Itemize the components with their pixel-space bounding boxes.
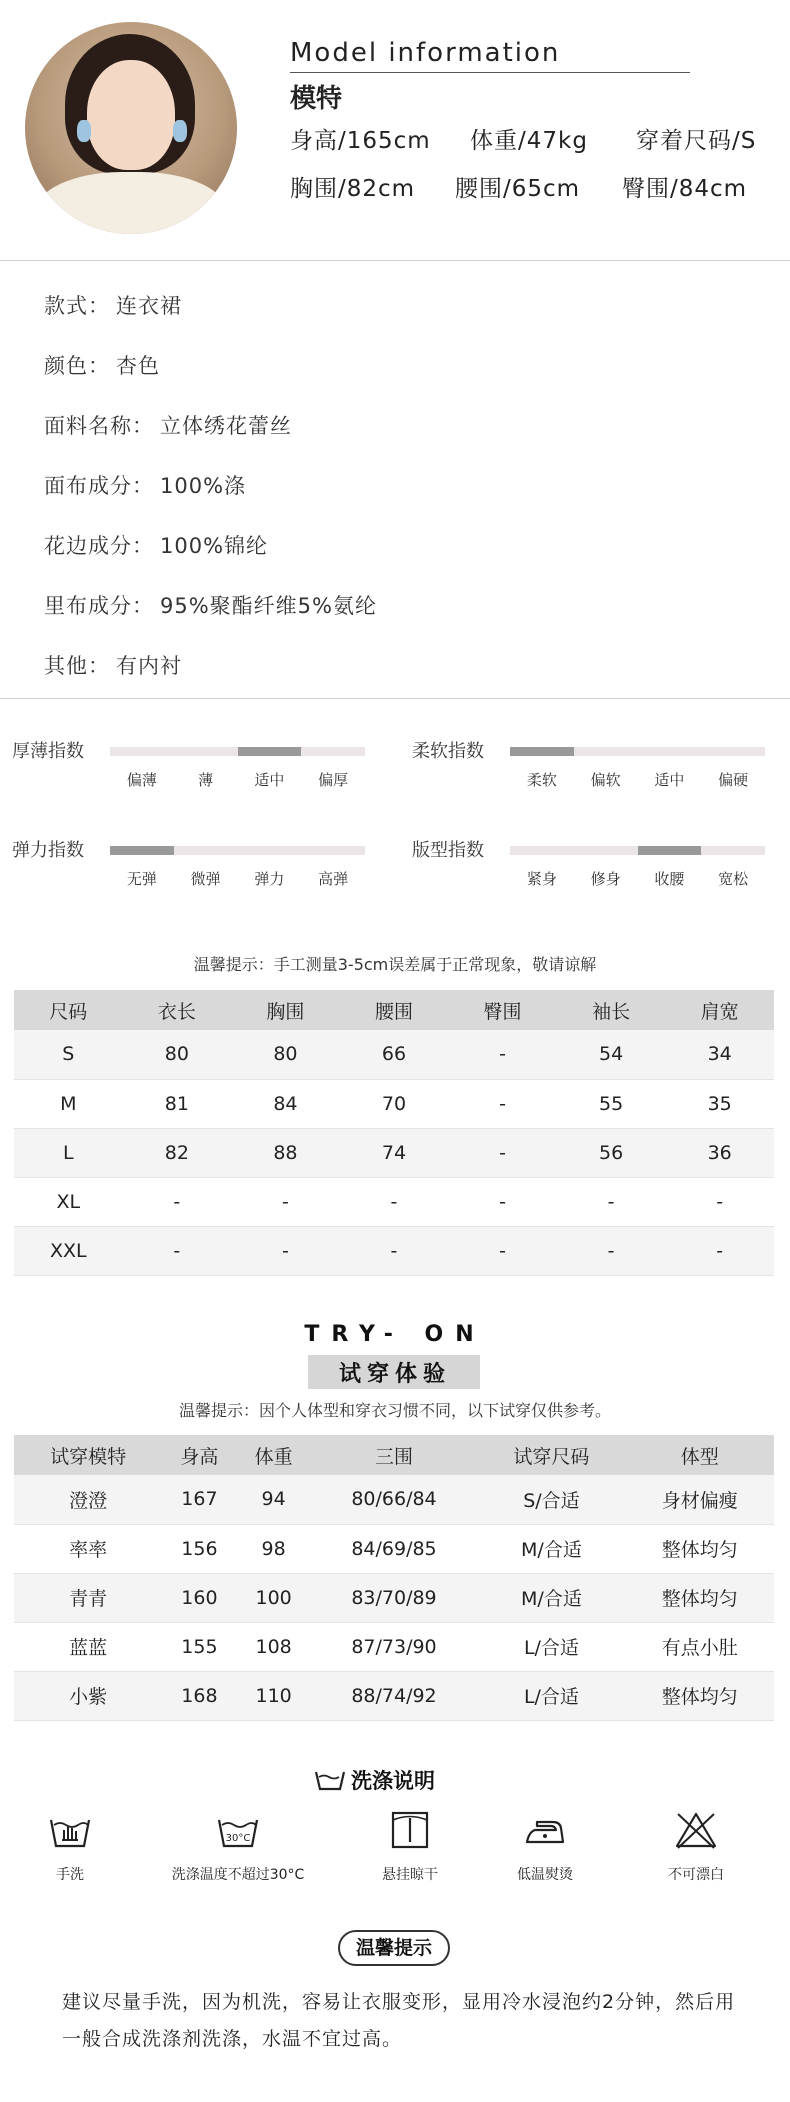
size-notice: 温馨提示：手工测量3-5cm误差属于正常现象，敬请谅解 (193, 955, 597, 974)
wash-label: 洗涤温度不超过30°C (171, 1867, 305, 1883)
header-cell: 试穿尺码 (477, 1435, 625, 1475)
table-cell: - (231, 1177, 340, 1226)
table-row (14, 1475, 774, 1524)
attr-key: 面料名称： (44, 414, 154, 438)
table-cell: 整体均匀 (626, 1573, 774, 1622)
table-cell: 整体均匀 (626, 1671, 774, 1720)
attr-shell-composition (44, 455, 377, 515)
tip-text: 建议尽量手洗，因为机洗，容易让衣服变形，显用冷水浸泡约2分钟，然后用一般合成洗涤剂洗涤，水温不宜过高。 (62, 1991, 736, 2050)
table-cell: - (448, 1177, 557, 1226)
table-cell: 168 (162, 1671, 236, 1720)
index-softness (412, 737, 782, 827)
tip-badge: 温馨提示 (338, 1930, 450, 1966)
index-title: 版型指数 (412, 840, 484, 861)
index-track (510, 846, 765, 855)
hang-dry-icon (390, 1810, 430, 1850)
header-cell: 胸围 (231, 990, 340, 1030)
table-cell: 澄澄 (14, 1475, 162, 1524)
table-cell: S (14, 1030, 123, 1079)
tryon-title-en: TRY- ON (304, 1322, 486, 1347)
hand-wash-icon (48, 1810, 92, 1850)
model-waist: 腰围/65cm (455, 176, 581, 202)
index-label: 偏硬 (718, 771, 749, 789)
table-cell: 84/69/85 (311, 1524, 478, 1573)
no-bleach-icon (674, 1810, 718, 1850)
attr-key: 面布成分： (44, 474, 154, 498)
header-cell: 尺码 (14, 990, 123, 1030)
table-cell: 56 (557, 1128, 666, 1177)
table-cell: 82 (123, 1128, 232, 1177)
header-cell: 肩宽 (665, 990, 774, 1030)
wash-item-iron (465, 1810, 625, 1884)
attr-other (44, 635, 377, 695)
table-cell: 35 (665, 1079, 774, 1128)
index-title: 厚薄指数 (12, 741, 84, 762)
wash-item-no-bleach (616, 1810, 776, 1884)
wash-temp-badge: 30°C (225, 1833, 251, 1844)
index-fill (110, 846, 174, 855)
divider-attributes (0, 698, 790, 699)
attr-key: 里布成分： (44, 594, 154, 618)
tryon-table-header (14, 1435, 774, 1475)
model-height: 身高/165cm (290, 128, 431, 154)
table-cell: 小紫 (14, 1671, 162, 1720)
table-cell: 36 (665, 1128, 774, 1177)
model-avatar (25, 22, 237, 234)
index-thickness (12, 737, 382, 827)
table-cell: 整体均匀 (626, 1524, 774, 1573)
table-cell: 54 (557, 1030, 666, 1079)
wash-item-30 (158, 1810, 318, 1884)
avatar-face (87, 60, 175, 170)
table-cell: 88/74/92 (311, 1671, 478, 1720)
index-label: 高弹 (318, 870, 349, 888)
header-cell: 体重 (237, 1435, 311, 1475)
table-cell: 167 (162, 1475, 236, 1524)
index-label: 适中 (654, 771, 685, 789)
table-cell: 蓝蓝 (14, 1622, 162, 1671)
table-cell: 74 (340, 1128, 449, 1177)
table-cell: 94 (237, 1475, 311, 1524)
table-cell: M/合适 (477, 1573, 625, 1622)
size-table (14, 990, 774, 1276)
model-size-worn: 穿着尺码/S (636, 128, 757, 154)
index-title: 弹力指数 (12, 840, 84, 861)
index-track (110, 846, 365, 855)
model-heading-en: Model information (290, 38, 561, 68)
index-fill (638, 846, 702, 855)
table-row (14, 1573, 774, 1622)
header-cell: 体型 (626, 1435, 774, 1475)
table-cell: 88 (231, 1128, 340, 1177)
table-row (14, 1671, 774, 1720)
attr-key: 其他： (44, 654, 110, 678)
table-cell: 98 (237, 1524, 311, 1573)
index-label: 偏薄 (126, 771, 157, 789)
index-label: 偏厚 (318, 771, 349, 789)
index-elasticity (12, 836, 382, 926)
wash-label: 悬挂晾干 (382, 1867, 438, 1883)
divider-top (0, 260, 790, 261)
attr-key: 花边成分： (44, 534, 154, 558)
table-cell: - (557, 1177, 666, 1226)
table-cell: 率率 (14, 1524, 162, 1573)
model-hip: 臀围/84cm (622, 176, 748, 202)
table-cell: 34 (665, 1030, 774, 1079)
table-cell: - (665, 1226, 774, 1275)
attr-value: 杏色 (116, 354, 160, 378)
index-label: 收腰 (654, 870, 685, 888)
attr-value: 连衣裙 (116, 294, 182, 318)
tryon-notice: 温馨提示：因个人体型和穿衣习惯不同，以下试穿仅供参考。 (178, 1401, 611, 1420)
table-row (14, 1622, 774, 1671)
index-label: 宽松 (718, 870, 749, 888)
table-cell: 87/73/90 (311, 1622, 478, 1671)
attr-color (44, 335, 377, 395)
table-cell: 55 (557, 1079, 666, 1128)
table-cell: - (340, 1226, 449, 1275)
table-cell: 156 (162, 1524, 236, 1573)
table-cell: 155 (162, 1622, 236, 1671)
size-table-header (14, 990, 774, 1030)
index-fill (510, 747, 574, 756)
attr-lining-composition (44, 575, 377, 635)
table-cell: 84 (231, 1079, 340, 1128)
wash-item-hand (0, 1810, 150, 1884)
index-label: 微弹 (190, 870, 221, 888)
table-cell: 80 (231, 1030, 340, 1079)
header-cell: 袖长 (557, 990, 666, 1030)
index-label: 柔软 (526, 771, 557, 789)
washing-title (315, 1765, 435, 1795)
avatar-earring-right (173, 120, 187, 142)
table-cell: 身材偏瘦 (626, 1475, 774, 1524)
wash-30-icon (216, 1810, 260, 1850)
attr-value: 100%锦纶 (160, 534, 269, 558)
tryon-table (14, 1435, 774, 1721)
model-bust: 胸围/82cm (290, 176, 416, 202)
table-cell: - (448, 1030, 557, 1079)
index-title: 柔软指数 (412, 741, 484, 762)
model-info-section (0, 0, 790, 260)
index-track (110, 747, 365, 756)
index-fit (412, 836, 782, 926)
table-cell: - (557, 1226, 666, 1275)
avatar-dress (35, 172, 227, 234)
table-cell: 青青 (14, 1573, 162, 1622)
table-row (14, 1177, 774, 1226)
table-cell: - (448, 1226, 557, 1275)
attr-key: 款式： (44, 294, 110, 318)
table-cell: 66 (340, 1030, 449, 1079)
table-cell: - (231, 1226, 340, 1275)
table-cell: L (14, 1128, 123, 1177)
header-cell: 试穿模特 (14, 1435, 162, 1475)
table-cell: 80 (123, 1030, 232, 1079)
attr-style (44, 275, 377, 335)
table-cell: M/合适 (477, 1524, 625, 1573)
table-cell: L/合适 (477, 1622, 625, 1671)
tryon-title-cn: 试穿体验 (338, 1362, 451, 1387)
table-cell: 81 (123, 1079, 232, 1128)
model-heading-rule (290, 72, 690, 73)
table-cell: 有点小肚 (626, 1622, 774, 1671)
table-cell: XXL (14, 1226, 123, 1275)
table-cell: 110 (237, 1671, 311, 1720)
wash-basin-icon (315, 1769, 345, 1791)
index-label: 弹力 (254, 870, 285, 888)
table-cell: 160 (162, 1573, 236, 1622)
header-cell: 衣长 (123, 990, 232, 1030)
index-label: 紧身 (526, 870, 557, 888)
model-weight: 体重/47kg (470, 128, 588, 154)
table-cell: 80/66/84 (311, 1475, 478, 1524)
attr-value: 有内衬 (116, 654, 182, 678)
model-heading-cn: 模特 (290, 84, 343, 114)
table-cell: 108 (237, 1622, 311, 1671)
table-row (14, 1524, 774, 1573)
index-label: 修身 (590, 870, 621, 888)
index-label: 薄 (198, 771, 214, 789)
table-cell: - (340, 1177, 449, 1226)
index-label: 适中 (254, 771, 285, 789)
avatar-earring-left (77, 120, 91, 142)
table-cell: L/合适 (477, 1671, 625, 1720)
attr-value: 立体绣花蕾丝 (160, 414, 292, 438)
wash-label: 低温熨烫 (517, 1867, 573, 1883)
attr-value: 100%涤 (160, 474, 247, 498)
table-row (14, 1226, 774, 1275)
low-iron-icon (523, 1810, 567, 1850)
table-cell: - (123, 1177, 232, 1226)
attr-key: 颜色： (44, 354, 110, 378)
table-row (14, 1030, 774, 1079)
attr-lace-composition (44, 515, 377, 575)
table-cell: XL (14, 1177, 123, 1226)
table-cell: 83/70/89 (311, 1573, 478, 1622)
product-attributes (44, 275, 377, 695)
header-cell: 臀围 (448, 990, 557, 1030)
table-row (14, 1079, 774, 1128)
header-cell: 三围 (311, 1435, 478, 1475)
index-label: 偏软 (590, 771, 621, 789)
table-cell: - (448, 1079, 557, 1128)
table-cell: M (14, 1079, 123, 1128)
table-cell: - (123, 1226, 232, 1275)
table-row (14, 1128, 774, 1177)
table-cell: 100 (237, 1573, 311, 1622)
table-cell: - (665, 1177, 774, 1226)
table-cell: - (448, 1128, 557, 1177)
table-cell: 70 (340, 1079, 449, 1128)
index-track (510, 747, 765, 756)
attr-value: 95%聚酯纤维5%氨纶 (160, 594, 377, 618)
table-cell: S/合适 (477, 1475, 625, 1524)
washing-title-text: 洗涤说明 (351, 1769, 435, 1793)
header-cell: 身高 (162, 1435, 236, 1475)
attr-fabric-name (44, 395, 377, 455)
index-label: 无弹 (126, 870, 157, 888)
header-cell: 腰围 (340, 990, 449, 1030)
wash-label: 不可漂白 (668, 1867, 724, 1883)
index-fill (238, 747, 302, 756)
wash-label: 手洗 (56, 1867, 84, 1883)
